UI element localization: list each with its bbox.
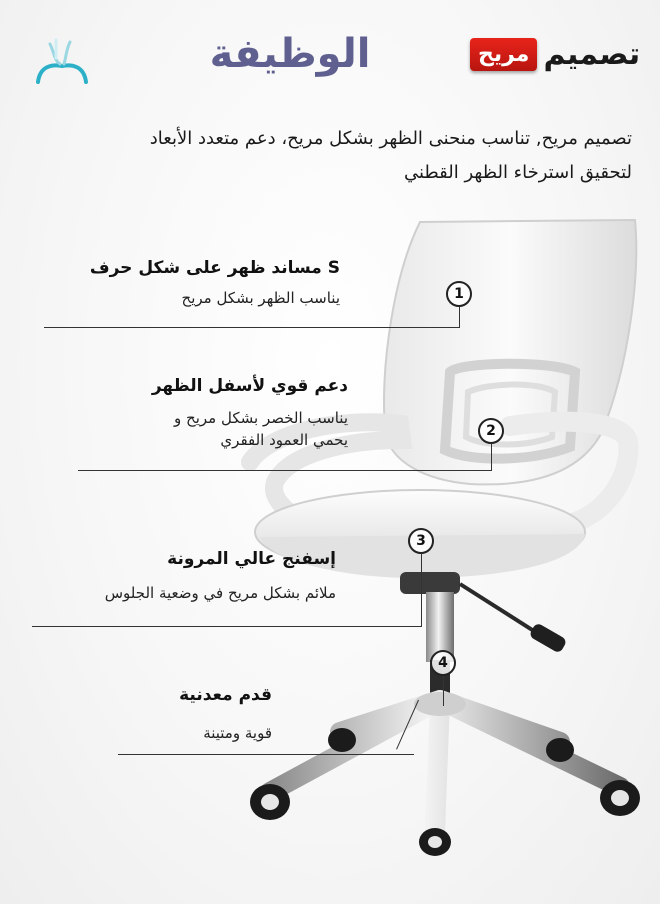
- feature-desc: قوية ومتينة: [203, 724, 272, 742]
- feature-title: قدم معدنية: [179, 685, 272, 705]
- leader-line: [443, 676, 444, 706]
- number-badge-3: 3: [408, 528, 434, 554]
- feature-desc: ملائم بشكل مريح في وضعية الجلوس: [104, 584, 336, 602]
- leader-line: [118, 754, 414, 755]
- feature-title: S مساند ظهر على شكل حرف: [89, 258, 340, 278]
- intro-line-2: لتحقيق استرخاء الظهر القطني: [403, 162, 632, 183]
- leader-line: [421, 554, 422, 626]
- feature-desc: يناسب الخصر بشكل مريح و: [174, 409, 348, 427]
- feature-2: [80, 373, 348, 451]
- leader-line: [44, 327, 460, 328]
- feature-desc: يحمي العمود الفقري: [220, 431, 348, 449]
- number-badge-1: 1: [446, 281, 472, 307]
- feature-3: [30, 546, 336, 604]
- feature-4: [100, 682, 272, 744]
- number-badge-2: 2: [478, 418, 504, 444]
- feature-1: [60, 255, 340, 309]
- brand-badge: مريح: [470, 38, 537, 71]
- leader-line: [459, 307, 460, 327]
- leader-line: [78, 470, 492, 471]
- page-title: الوظيفة: [209, 31, 371, 77]
- intro-text: [20, 122, 632, 190]
- brand-label: [470, 28, 640, 80]
- number-badge-4: 4: [430, 650, 456, 676]
- office-chair-illustration: [230, 212, 650, 872]
- leader-line: [32, 626, 422, 627]
- leader-line: [491, 444, 492, 470]
- chair-logo-icon: [30, 36, 94, 88]
- brand-word: تصميم: [543, 36, 641, 72]
- feature-title: إسفنج عالي المرونة: [167, 549, 336, 569]
- feature-title: دعم قوي لأسفل الظهر: [151, 376, 348, 396]
- intro-line-1: تصميم مريح, تناسب منحنى الظهر بشكل مريح، دعم متعدد الأبعاد: [149, 128, 632, 149]
- feature-desc: يناسب الظهر بشكل مريح: [181, 289, 340, 307]
